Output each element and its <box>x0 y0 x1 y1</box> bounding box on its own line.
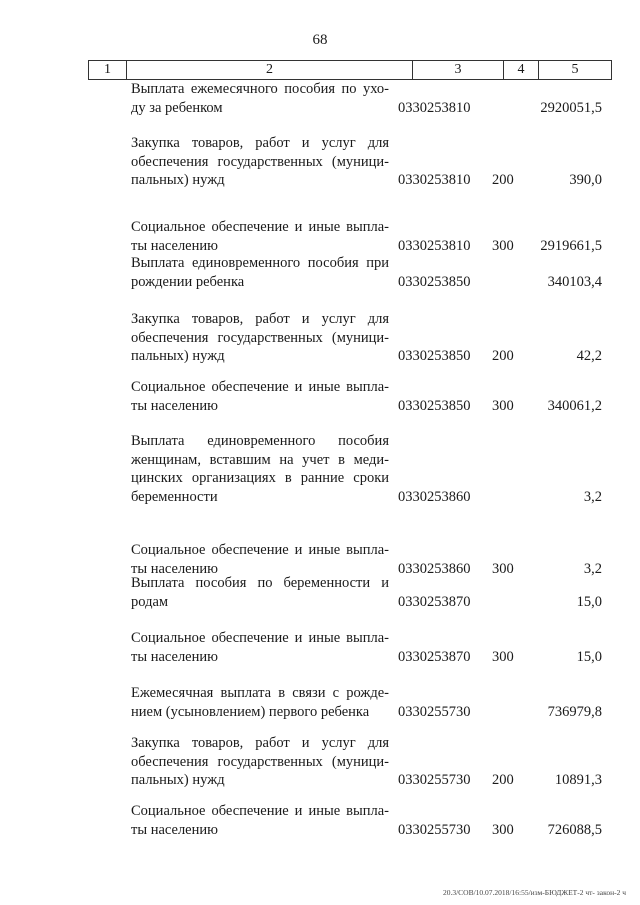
row-description-line: Ежемесячная выплата в связи с рожде- <box>131 685 389 701</box>
row-description-line: Социальное обеспечение и иные выпла- <box>131 219 389 235</box>
row-amount: 2919661,5 <box>540 237 602 254</box>
row-amount: 10891,3 <box>554 772 602 788</box>
header-col-1: 1 <box>89 61 127 79</box>
row-description-line: Социальное обеспечение и иные выпла- <box>131 542 389 558</box>
row-amount: 15,0 <box>576 593 602 610</box>
row-description-line: пальных) нужд <box>131 172 225 188</box>
row-code: 0330253860 <box>398 488 471 505</box>
row-description-line: рождении ребенка <box>131 273 245 290</box>
row-amount: 390,0 <box>569 172 602 188</box>
row-amount: 42,2 <box>576 348 602 364</box>
row-description-line: Выплата единовременного пособия при <box>131 255 389 271</box>
row-code: 0330253850 <box>398 397 471 414</box>
row-description-line: Выплата пособия по беременности и <box>131 575 389 591</box>
row-description-line: ты населению <box>131 237 218 254</box>
row-description-line: Закупка товаров, работ и услуг для <box>131 311 389 327</box>
row-amount: 736979,8 <box>547 703 602 720</box>
footer-stamp: 20.3/СОВ/10.07.2018/16:55/изм-БЮДЖЕТ-2 чт- закон-2 ч <box>442 888 626 897</box>
header-col-2: 2 <box>127 61 413 79</box>
row-amount: 340103,4 <box>547 273 602 290</box>
header-col-4: 4 <box>504 61 539 79</box>
row-expense-type: 200 <box>492 348 514 364</box>
header-col-5: 5 <box>571 62 579 77</box>
row-amount: 2920051,5 <box>540 99 602 116</box>
row-amount: 3,2 <box>583 560 602 577</box>
row-amount: 340061,2 <box>547 397 602 414</box>
row-code: 0330253870 <box>398 648 471 665</box>
row-description-line: обеспечения государственных (муници- <box>131 153 389 170</box>
row-code: 0330255730 <box>398 772 471 788</box>
row-description-line: Выплата ежемесячного пособия по ухо- <box>131 81 389 97</box>
row-description-line: ты населению <box>131 821 218 838</box>
row-description-line: ду за ребенком <box>131 99 223 116</box>
row-description-line: беременности <box>131 488 218 505</box>
row-code: 0330253860 <box>398 560 471 577</box>
row-code: 0330253850 <box>398 273 471 290</box>
row-code: 0330253810 <box>398 237 471 254</box>
row-description-line: Закупка товаров, работ и услуг для <box>131 735 389 751</box>
row-code: 0330253870 <box>398 593 471 610</box>
row-description-line: обеспечения государственных (муници- <box>131 753 389 770</box>
row-amount: 3,2 <box>583 488 602 505</box>
row-expense-type: 300 <box>492 821 514 838</box>
row-amount: 15,0 <box>576 648 602 665</box>
row-amount: 726088,5 <box>547 821 602 838</box>
row-description-line: цинских организациях в ранние сроки <box>131 470 389 486</box>
row-description-line: нием (усыновлением) первого ребенка <box>131 703 370 720</box>
row-expense-type: 300 <box>492 237 514 254</box>
row-description-line: Социальное обеспечение и иные выпла- <box>131 630 389 646</box>
row-code: 0330255730 <box>398 821 471 838</box>
row-description-line: пальных) нужд <box>131 348 225 364</box>
row-code: 0330255730 <box>398 703 471 720</box>
row-expense-type: 200 <box>492 772 514 788</box>
row-description-line: обеспечения государственных (муници- <box>131 329 389 346</box>
row-description-line: пальных) нужд <box>131 772 225 788</box>
row-description-line: Социальное обеспечение и иные выпла- <box>131 379 389 395</box>
row-description-line: ты населению <box>131 648 218 665</box>
row-description-line: ты населению <box>131 397 218 414</box>
row-description-line: родам <box>131 593 169 610</box>
row-description-line: Социальное обеспечение и иные выпла- <box>131 803 389 819</box>
row-description-line: Закупка товаров, работ и услуг для <box>131 135 389 151</box>
row-code: 0330253850 <box>398 348 471 364</box>
page-number: 68 <box>312 32 328 48</box>
row-code: 0330253810 <box>398 99 471 116</box>
row-description-line: Выплата единовременного пособия <box>131 433 389 449</box>
row-expense-type: 300 <box>492 397 514 414</box>
row-code: 0330253810 <box>398 172 471 188</box>
row-expense-type: 300 <box>492 648 514 665</box>
header-col-3: 3 <box>413 61 504 79</box>
row-expense-type: 200 <box>492 172 514 188</box>
table-header <box>88 60 612 80</box>
row-expense-type: 300 <box>492 560 514 577</box>
row-description-line: ты населению <box>131 560 218 577</box>
row-description-line: женщинам, вставшим на учет в меди- <box>131 451 389 468</box>
